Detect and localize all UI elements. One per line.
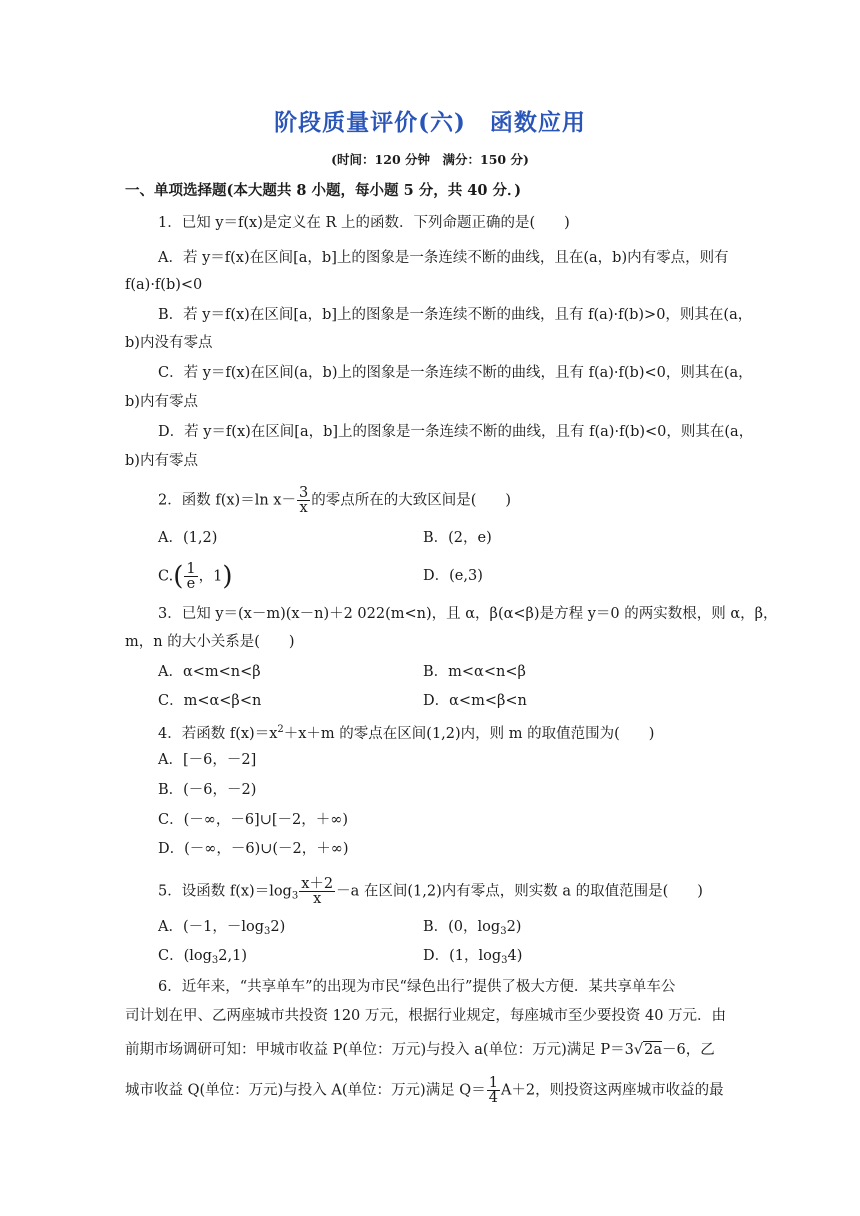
q1-option-d-cont: b)内有零点 <box>125 453 198 469</box>
q2-option-d: D．(e,3) <box>423 568 483 584</box>
q1-stem: 1．已知 y＝f(x)是定义在 R 上的函数．下列命题正确的是( ) <box>158 215 570 231</box>
q3-stem-cont: m，n 的大小关系是( ) <box>125 634 295 650</box>
q3-stem: 3．已知 y＝(x－m)(x－n)＋2 022(m<n)，且 α，β(α<β)是方程 y＝0 的两实数根，则 α，β， <box>158 606 778 622</box>
q1-option-d: D．若 y＝f(x)在区间[a，b]上的图象是一条连续不断的曲线，且有 f(a)·f(b)<0，则其在(a， <box>158 424 754 440</box>
q1-option-b: B．若 y＝f(x)在区间[a，b]上的图象是一条连续不断的曲线，且有 f(a)·f(b)>0，则其在(a， <box>158 307 753 323</box>
q1-option-a-cont: f(a)·f(b)<0 <box>125 277 203 293</box>
q4-option-d: D．(－∞，－6)∪(－2，＋∞) <box>158 841 349 857</box>
exam-meta: (时间：120 分钟 满分：150 分) <box>331 152 529 167</box>
q1-option-c: C．若 y＝f(x)在区间(a，b)上的图象是一条连续不断的曲线，且有 f(a)·f(b)<0，则其在(a， <box>158 365 753 381</box>
q6-stem-cont-3: 城市收益 Q(单位：万元)与投入 A(单位：万元)满足 Q＝ $\frac{1}{4}$ A＋2，则投资这两座城市收益的最 <box>125 1075 724 1106</box>
q6-stem: 6．近年来，“共享单车”的出现为市民“绿色出行”提供了极大方便．某共享单车公 <box>158 979 676 995</box>
q3-option-d: D．α<m<β<n <box>423 693 527 709</box>
q4-option-a: A．[－6，－2] <box>158 752 257 768</box>
q5-option-a: A．(－1，$-\log_32$) <box>158 919 286 937</box>
q1-option-b-cont: b)内没有零点 <box>125 335 213 351</box>
q2-stem: 2．函数 f(x)＝ln x－ $\frac{3}{x}$ 的零点所在的大致区间是( ) <box>158 485 512 516</box>
q3-option-b: B．m<α<n<β <box>423 664 526 680</box>
section-heading: 一、单项选择题(本大题共 8 小题，每小题 5 分，共 40 分．) <box>125 182 522 199</box>
q4-option-c: C．(－∞，－6]∪[－2，＋∞) <box>158 812 348 828</box>
q2-option-a: A．(1,2) <box>158 530 218 546</box>
q1-option-c-cont: b)内有零点 <box>125 394 198 410</box>
q1-option-a: A．若 y＝f(x)在区间[a，b]上的图象是一条连续不断的曲线，且在(a，b)内有零点，则有 <box>158 250 729 266</box>
q6-stem-cont-2: 前期市场调研可知：甲城市收益 P(单位：万元)与投入 a(单位：万元)满足 P＝3√2a－6，乙 <box>125 1042 715 1058</box>
q4-option-b: B．(－6，－2) <box>158 782 257 798</box>
q3-option-a: A．α<m<n<β <box>158 664 261 680</box>
q2-option-b: B．(2，e) <box>423 530 492 546</box>
page-title: 阶段质量评价(六) 函数应用 <box>274 109 586 136</box>
q5-option-d: D．(1，$\log_34$) <box>423 948 523 966</box>
q3-option-c: C．m<α<β<n <box>158 693 262 709</box>
q5-option-c: C．$(\log_32,1)$ <box>158 948 247 966</box>
q5-stem: 5．设函数 $f(x)=\log_3$ $\frac{x+2}{x}$ －a 在区间(1,2)内有零点，则实数 a 的取值范围是( ) <box>158 876 703 907</box>
q5-option-b: B．(0，$\log_32$) <box>423 919 522 937</box>
q2-option-c: C.( $\frac{1}{e}$ ，1) <box>158 561 233 592</box>
q4-stem: 4．若函数 $f(x)=x^2+x+m$ 的零点在区间(1,2)内，则 m 的取值范围为( ) <box>158 724 655 742</box>
q6-stem-cont-1: 司计划在甲、乙两座城市共投资 120 万元，根据行业规定，每座城市至少要投资 40 万元．由 <box>125 1008 727 1024</box>
